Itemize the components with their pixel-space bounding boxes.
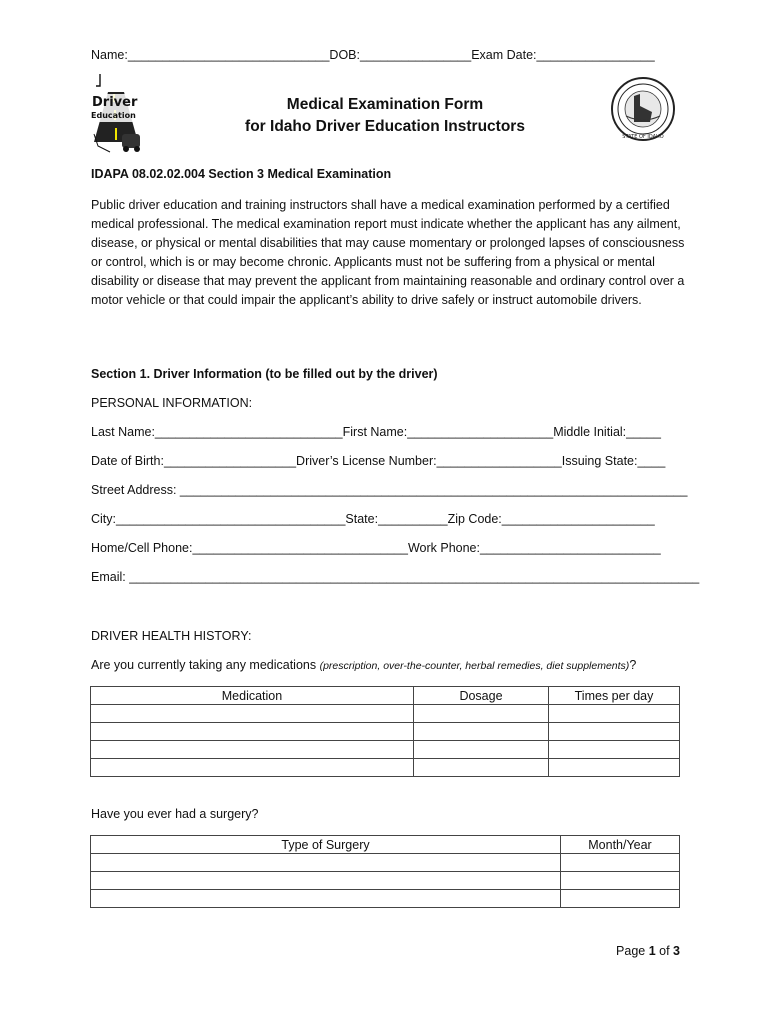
surgery-table-header-row [91,836,680,854]
medication-cell[interactable] [91,741,414,759]
idapa-paragraph: Public driver education and training instructors shall have a medical examination performed by a certified medical professional. The medical examination report must indicate whether the applicant has any ailment, disease, or physical or mental disabilities that may cause momentary or prolonged lapses of consciousness or control, which is or may become chronic. Applicants must not be suffering from a physical or mental disability or disease that may prevent the applicant from maintaining reasonable and ordinary control over a motor vehicle or that could impair the applicant’s ability to drive safely or instruct automobile drivers. [91,198,685,307]
times-per-day-col-header: Times per day [549,687,680,705]
page-prefix: Page [616,944,649,958]
medication-cell[interactable] [91,723,414,741]
medications-question [91,658,636,672]
street-address-field-line[interactable]: Street Address: _________________________________________________________________________ [91,483,688,497]
times-per-day-cell[interactable] [549,759,680,777]
table-row [91,741,680,759]
table-row [91,705,680,723]
driver-education-logo-icon [88,72,144,156]
surgery-table [90,835,680,908]
email-field-line[interactable]: Email: __________________________________________________________________________________ [91,570,700,584]
last-first-middle-field-line[interactable]: Last Name:___________________________First Name:_____________________Middle Initial:_____ [91,425,661,439]
table-row [91,890,680,908]
times-per-day-cell[interactable] [549,741,680,759]
month-year-col-header: Month/Year [561,836,680,854]
medication-table [90,686,680,777]
logo-text-education: Education [91,111,136,120]
month-year-cell[interactable] [561,890,680,908]
page-of: of [655,944,674,958]
medication-cell[interactable] [91,705,414,723]
dosage-cell[interactable] [414,723,549,741]
seal-text: STATE OF IDAHO [622,134,664,140]
dosage-cell[interactable] [414,705,549,723]
medications-note: (prescription, over-the-counter, herbal remedies, diet supplements) [319,660,630,672]
medication-cell[interactable] [91,759,414,777]
medications-question-end: ? [629,658,637,672]
dosage-cell[interactable] [414,741,549,759]
health-history-heading: DRIVER HEALTH HISTORY: [91,629,252,643]
type-of-surgery-cell[interactable] [91,854,561,872]
section1-heading: Section 1. Driver Information (to be filled out by the driver) [91,367,438,381]
city-state-zip-field-line[interactable]: City:_________________________________State:__________Zip Code:______________________ [91,512,655,526]
phone-field-line[interactable]: Home/Cell Phone:_______________________________Work Phone:__________________________ [91,541,661,555]
header-info-line: Name:_____________________________DOB:________________Exam Date:_________________ [91,48,655,62]
table-row [91,872,680,890]
dosage-cell[interactable] [414,759,549,777]
table-row [91,854,680,872]
personal-info-heading: PERSONAL INFORMATION: [91,396,253,410]
medication-col-header: Medication [91,687,414,705]
times-per-day-cell[interactable] [549,705,680,723]
surgery-question: Have you ever had a surgery? [91,807,259,821]
dob-license-state-field-line[interactable]: Date of Birth:___________________Driver’s License Number:__________________Issuing State:____ [91,454,666,468]
medication-table-header-row [91,687,680,705]
month-year-cell[interactable] [561,854,680,872]
type-of-surgery-col-header: Type of Surgery [91,836,561,854]
table-row [91,759,680,777]
type-of-surgery-cell[interactable] [91,890,561,908]
month-year-cell[interactable] [561,872,680,890]
dosage-col-header: Dosage [414,687,549,705]
idapa-heading: IDAPA 08.02.02.004 Section 3 Medical Examination [91,167,392,181]
type-of-surgery-cell[interactable] [91,872,561,890]
form-title-line1: Medical Examination Form [286,96,484,113]
medications-question-text: Are you currently taking any medications [91,658,320,672]
form-title-line2: for Idaho Driver Education Instructors [245,118,525,135]
page-total: 3 [673,944,680,958]
logo-text-driver: Driver [92,95,138,110]
times-per-day-cell[interactable] [549,723,680,741]
page-current: 1 [648,944,656,958]
table-row [91,723,680,741]
page-number [616,944,680,958]
driver-education-logo [88,72,144,156]
